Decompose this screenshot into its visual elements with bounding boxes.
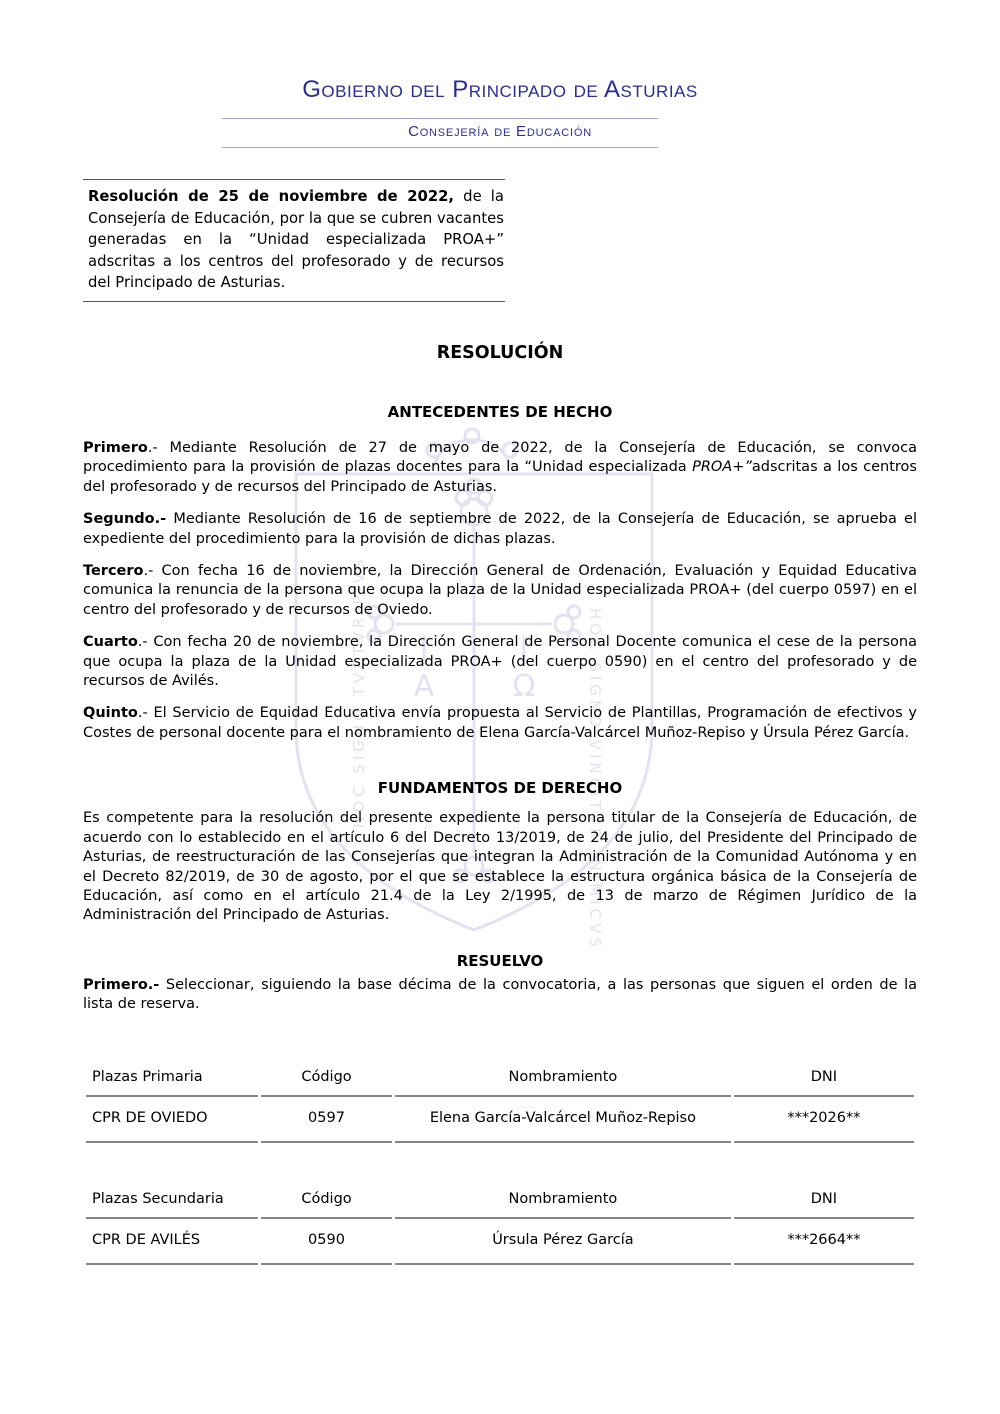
paragraph (83, 809, 917, 925)
resolution-summary-box (83, 179, 505, 302)
watermark-motto-right: HOC SIGNO VINCITVR INIMICVS (586, 608, 604, 951)
paragraph (83, 633, 917, 691)
document-body (83, 403, 917, 1265)
paragraph-text: .- Con fecha 20 de noviembre, la Dirección General de Personal Docente comunica el cese de la persona que ocupa la plaza de la Unidad especializada PROA+ (del cuerpo 0590) en el centro del profesorado y de recursos de Avilés. (83, 634, 917, 690)
header-dept-title: Consejería de Educación (408, 123, 592, 140)
plazas-secundaria-table (83, 1185, 917, 1265)
header-org-title: Gobierno del Principado de Asturias (302, 76, 698, 103)
paragraph-text: .- Con fecha 16 de noviembre, la Dirección General de Ordenación, Evaluación y Equidad Educativa comunica la renuncia de la persona que ocupa la plaza de la Unidad especializada PROA+ (del cuerpo 0597) en el centro del profesorado y de recursos de Oviedo. (83, 563, 917, 618)
resolution-title: RESOLUCIÓN (436, 343, 564, 363)
paragraph-text: Es competente para la resolución del presente expediente la persona titular de la Consejería de Educación, de acuerdo con lo establecido en el artículo 6 del Decreto 13/2019, de 24 de julio, del Presidente del Principado de Asturias, de reestructuración de las Consejerías que integran la Administración de la Comunidad Autónoma y en el Decreto 82/2019, de 30 de agosto, por el que se establece la estructura orgánica básica de la Consejería de Educación, así como en el artículo 21.4 de la Ley 2/1995, de 13 de marzo de Régimen Jurídico de la Administración del Principado de Asturias. (83, 810, 917, 924)
paragraph-lead: Primero (83, 440, 148, 456)
section-heading-antecedentes: ANTECEDENTES DE HECHO (387, 403, 613, 421)
watermark-motto-left: HOC SIGNO TVETVR PIVS (350, 555, 368, 828)
paragraph-lead: Tercero (83, 563, 144, 580)
paragraph-text: Seleccionar, siguiendo la base décima de la convocatoria, a las personas que siguen el orden de la lista de reserva. (83, 976, 917, 1013)
watermark-alpha: Α (413, 669, 435, 704)
paragraph-text: .- Mediante Resolución de 27 de mayo de 2022, de la Consejería de Educación, se convoca procedimiento para la provisión de plazas docentes para la “Unidad especializada (83, 440, 917, 476)
column-header: Plazas Primaria (86, 1063, 258, 1097)
paragraph-lead: Quinto (83, 705, 138, 722)
paragraph (83, 976, 917, 1015)
column-header: Nombramiento (395, 1185, 731, 1219)
paragraph (83, 562, 917, 620)
section-heading-resuelvo: RESUELVO (456, 951, 544, 970)
resolution-summary-paragraph (88, 186, 504, 294)
paragraph (83, 439, 917, 497)
antecedentes-paragraphs (83, 439, 917, 743)
paragraph-text: adscritas a los centros del profesorado y de recursos del Principado de Asturias. (83, 459, 917, 495)
column-header: DNI (734, 1063, 914, 1097)
paragraph-lead: Resolución de 25 de noviembre de 2022, (88, 188, 455, 205)
paragraph-lead: Segundo.- (83, 511, 167, 528)
paragraph (83, 704, 917, 743)
header-divider-top (222, 118, 658, 119)
table-cell: 0597 (261, 1097, 392, 1143)
column-header: Nombramiento (395, 1063, 731, 1097)
header-divider-bottom (222, 147, 658, 148)
paragraph-text: .- El Servicio de Equidad Educativa envía propuesta al Servicio de Plantillas, Programación de efectivos y Costes de personal docente para el nombramiento de Elena García-Valcárcel Muñoz-Repiso y Úrsula Pérez García. (83, 705, 917, 741)
table-cell: ***2664** (734, 1219, 914, 1265)
fundamentos-paragraphs (83, 809, 917, 925)
table-row (86, 1219, 914, 1265)
table-header-row (86, 1185, 914, 1219)
column-header: Código (261, 1063, 392, 1097)
plazas-primaria-table (83, 1063, 917, 1143)
section-heading-fundamentos: FUNDAMENTOS DE DERECHO (377, 779, 623, 798)
paragraph-text: Mediante Resolución de 16 de septiembre de 2022, de la Consejería de Educación, se aprueba el expediente del procedimiento para la provisión de dichas plazas. (83, 511, 917, 547)
paragraph-text: de la Consejería de Educación, por la que se cubren vacantes generadas en la “Unidad especializada PROA+” adscritas a los centros del profesorado y de recursos del Principado de Asturias. (88, 188, 504, 292)
table-cell: CPR DE AVILÉS (86, 1219, 258, 1265)
paragraph (83, 510, 917, 549)
table-cell: Elena García-Valcárcel Muñoz-Repiso (395, 1097, 731, 1143)
table-row (86, 1097, 914, 1143)
column-header: Plazas Secundaria (86, 1185, 258, 1219)
table-header-row (86, 1063, 914, 1097)
resuelvo-paragraphs (83, 976, 917, 1015)
watermark-omega: Ω (512, 669, 536, 704)
paragraph-text: PROA+” (692, 459, 752, 476)
table-cell: ***2026** (734, 1097, 914, 1143)
paragraph-lead: Cuarto (83, 634, 138, 651)
table-cell: Úrsula Pérez García (395, 1219, 731, 1265)
column-header: Código (261, 1185, 392, 1219)
paragraph-lead: Primero.- (83, 976, 160, 993)
column-header: DNI (734, 1185, 914, 1219)
table-cell: CPR DE OVIEDO (86, 1097, 258, 1143)
table-cell: 0590 (261, 1219, 392, 1265)
